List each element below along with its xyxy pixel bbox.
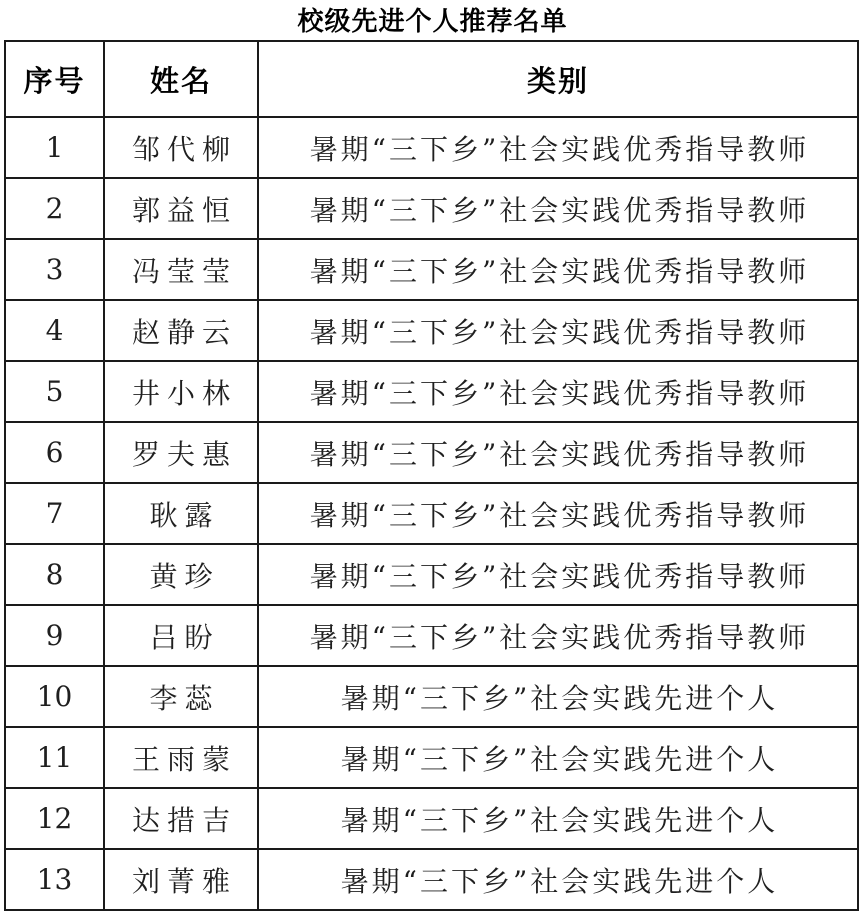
document-title: 校级先进个人推荐名单 [297, 6, 568, 36]
table-header-row [5, 41, 858, 117]
table-row [5, 117, 858, 178]
header-category: 类别 [258, 41, 858, 117]
header-name: 姓名 [104, 41, 258, 117]
row-category: 暑期“三下乡”社会实践优秀指导教师 [258, 605, 858, 666]
row-index: 8 [5, 544, 104, 605]
row-category: 暑期“三下乡”社会实践优秀指导教师 [258, 422, 858, 483]
table-row [5, 849, 858, 910]
table-row [5, 666, 858, 727]
table-row [5, 605, 858, 666]
row-index: 6 [5, 422, 104, 483]
row-name: 耿露 [104, 483, 258, 544]
row-category: 暑期“三下乡”社会实践先进个人 [258, 788, 858, 849]
row-name: 黄珍 [104, 544, 258, 605]
table-row [5, 178, 858, 239]
row-name: 罗夫惠 [104, 422, 258, 483]
row-index: 12 [5, 788, 104, 849]
row-index: 9 [5, 605, 104, 666]
row-name: 吕盼 [104, 605, 258, 666]
row-category: 暑期“三下乡”社会实践优秀指导教师 [258, 178, 858, 239]
table-row [5, 483, 858, 544]
row-index: 5 [5, 361, 104, 422]
row-category: 暑期“三下乡”社会实践优秀指导教师 [258, 239, 858, 300]
row-index: 11 [5, 727, 104, 788]
table-row [5, 544, 858, 605]
row-index: 4 [5, 300, 104, 361]
row-name: 井小林 [104, 361, 258, 422]
row-name: 郭益恒 [104, 178, 258, 239]
row-index: 2 [5, 178, 104, 239]
row-index: 13 [5, 849, 104, 910]
table-row [5, 422, 858, 483]
row-index: 3 [5, 239, 104, 300]
header-index: 序号 [5, 41, 104, 117]
row-name: 达措吉 [104, 788, 258, 849]
table-row [5, 300, 858, 361]
row-category: 暑期“三下乡”社会实践先进个人 [258, 849, 858, 910]
row-category: 暑期“三下乡”社会实践先进个人 [258, 727, 858, 788]
row-category: 暑期“三下乡”社会实践先进个人 [258, 666, 858, 727]
table-row [5, 788, 858, 849]
row-name: 刘菁雅 [104, 849, 258, 910]
row-category: 暑期“三下乡”社会实践优秀指导教师 [258, 483, 858, 544]
row-name: 赵静云 [104, 300, 258, 361]
row-index: 1 [5, 117, 104, 178]
row-name: 李蕊 [104, 666, 258, 727]
row-name: 王雨蒙 [104, 727, 258, 788]
row-category: 暑期“三下乡”社会实践优秀指导教师 [258, 544, 858, 605]
table-row [5, 361, 858, 422]
recommendation-table [4, 40, 859, 911]
row-category: 暑期“三下乡”社会实践优秀指导教师 [258, 361, 858, 422]
row-category: 暑期“三下乡”社会实践优秀指导教师 [258, 300, 858, 361]
row-index: 10 [5, 666, 104, 727]
row-name: 邹代柳 [104, 117, 258, 178]
row-category: 暑期“三下乡”社会实践优秀指导教师 [258, 117, 858, 178]
row-name: 冯莹莹 [104, 239, 258, 300]
table-row [5, 239, 858, 300]
table-row [5, 727, 858, 788]
row-index: 7 [5, 483, 104, 544]
